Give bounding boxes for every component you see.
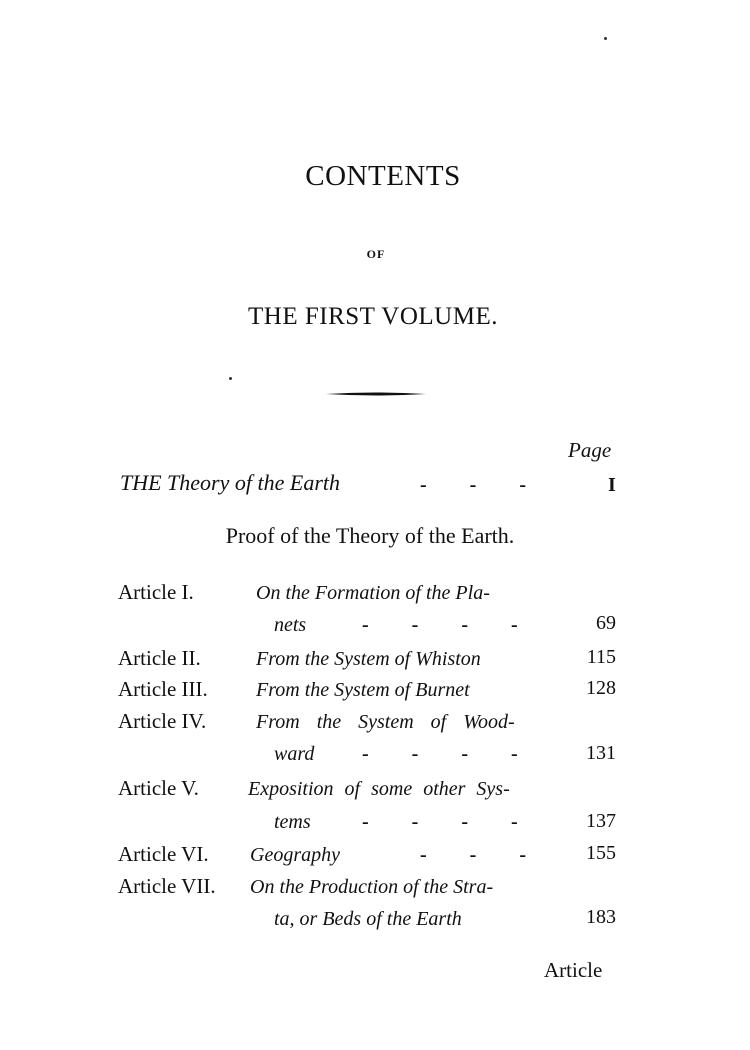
article-leader: - - - - (362, 811, 518, 833)
article-page: 115 (586, 646, 616, 668)
article-title-continued: nets (274, 614, 307, 636)
theory-entry-title: THE Theory of the Earth (120, 470, 340, 495)
article-title: On the Production of the Stra- (250, 876, 494, 898)
article-label: Article VI. (118, 842, 209, 866)
speck-mark (229, 377, 232, 380)
article-page: 137 (586, 810, 616, 832)
speck-mark (604, 37, 607, 40)
article-title: On the Formation of the Pla- (256, 582, 490, 604)
article-title: From the System of Wood- (256, 711, 515, 733)
article-label: Article I. (118, 580, 194, 604)
article-title-continued: ta, or Beds of the Earth (274, 908, 462, 930)
article-page: 128 (586, 677, 616, 699)
article-title: From the System of Whiston (256, 648, 481, 670)
article-page: 131 (586, 742, 616, 764)
article-leader: - - - - (362, 743, 518, 765)
article-title: Exposition of some other Sys- (248, 778, 510, 800)
article-leader: - - - (420, 844, 526, 866)
page-column-label: Page (568, 438, 612, 462)
article-label: Article IV. (118, 709, 207, 733)
article-label: Article II. (118, 646, 201, 670)
decorative-rule (326, 392, 426, 396)
article-title-continued: ward (274, 743, 315, 765)
theory-entry-leader: - - - (420, 474, 526, 496)
article-title-continued: tems (274, 811, 311, 833)
contents-of-label: OF (366, 247, 386, 261)
article-label: Article III. (118, 677, 208, 701)
volume-title: THE FIRST VOLUME. (248, 303, 498, 330)
contents-title: CONTENTS (305, 160, 461, 192)
article-page: 155 (586, 842, 616, 864)
article-leader: - - - - (362, 614, 518, 636)
section-heading: Proof of the Theory of the Earth. (225, 523, 515, 548)
theory-entry-page: I (608, 474, 616, 496)
article-page: 69 (596, 612, 616, 634)
article-page: 183 (586, 906, 616, 928)
article-title: Geography (250, 844, 340, 866)
article-label: Article VII. (118, 874, 216, 898)
catchword: Article (544, 958, 603, 982)
article-title: From the System of Burnet (256, 679, 470, 701)
article-label: Article V. (118, 776, 199, 800)
